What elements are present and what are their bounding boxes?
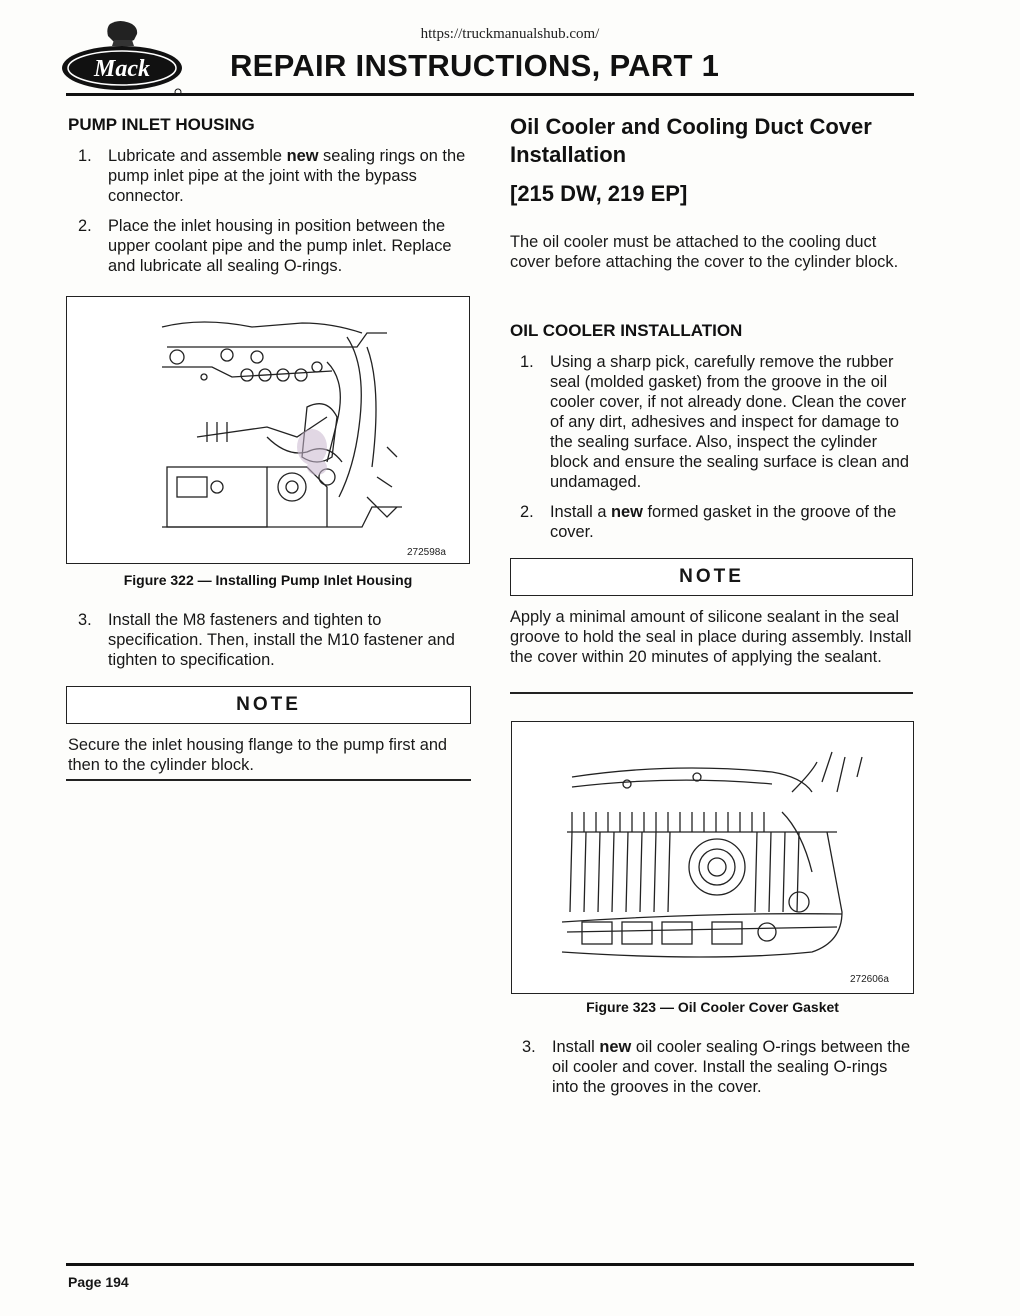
model-list: [215 DW, 219 EP] — [510, 181, 688, 206]
oil-cooler-cover-illustration — [512, 722, 911, 991]
right-step-2: 2. Install a new formed gasket in the groove of the cover. — [520, 503, 897, 541]
right-note-label: NOTE — [510, 558, 913, 596]
left-step-3: 3. Install the M8 fasteners and tighten to specification. Then, install the M10 fastener and tighten to specification. — [78, 611, 455, 669]
left-section-heading: PUMP INLET HOUSING — [68, 115, 255, 134]
step-number: 3. — [78, 611, 92, 629]
left-step-1: 1. Lubricate and assemble new sealing rings on the pump inlet pipe at the joint with the bypass connector. — [78, 147, 466, 205]
header-rule — [66, 93, 914, 96]
right-step-3: 3. Install new oil cooler sealing O-rings between the oil cooler and cover. Install the sealing O-rings into the grooves in the cover. — [522, 1038, 911, 1096]
right-step-3-list — [512, 1037, 916, 1107]
source-url: https://truckmanualshub.com/ — [420, 26, 600, 42]
step-number: 3. — [522, 1038, 536, 1056]
left-steps — [68, 146, 468, 286]
left-step-3-list — [68, 610, 468, 680]
figure-code: 272606a — [850, 974, 889, 985]
step-number: 2. — [78, 217, 92, 235]
right-step-1: 1. Using a sharp pick, carefully remove the rubber seal (molded gasket) from the groove in the oil cooler cover, if not already done. Clean the cover of any dirt, adhesives and inspect for damage to the sealing surface. Also, inspect the cylinder block and ensure the sealing surface is clean and undamaged. — [520, 353, 910, 491]
right-steps — [510, 352, 914, 552]
mack-logo — [60, 18, 185, 96]
right-note-rule — [510, 692, 913, 694]
step-number: 2. — [520, 503, 534, 521]
right-note-text: Apply a minimal amount of silicone sealant in the seal groove to hold the seal in place during assembly. Install the cover within 20 minutes of applying the sealant. — [510, 608, 912, 666]
step-number: 1. — [520, 353, 534, 371]
right-section-title: Oil Cooler and Cooling Duct Cover Installation — [510, 114, 872, 167]
left-note-text: Secure the inlet housing flange to the pump first and then to the cylinder block. — [68, 736, 448, 774]
page-title: REPAIR INSTRUCTIONS, PART 1 — [230, 48, 720, 83]
figure-323-box — [511, 721, 914, 994]
right-intro: The oil cooler must be attached to the cooling duct cover before attaching the cover to the cylinder block. — [510, 233, 899, 271]
figure-code: 272598a — [407, 547, 446, 558]
figure-322-box — [66, 296, 470, 564]
right-section-heading: OIL COOLER INSTALLATION — [510, 321, 743, 340]
figure-323-caption: Figure 323 — Oil Cooler Cover Gasket — [586, 999, 839, 1015]
logo-wordmark: Mack — [94, 56, 150, 82]
page-number: Page 194 — [68, 1274, 129, 1290]
left-step-2: 2. Place the inlet housing in position between the upper coolant pipe and the pump inlet. Replace and lubricate all sealing O-rings. — [78, 217, 452, 275]
left-note-rule — [66, 779, 471, 781]
pump-inlet-housing-illustration — [67, 297, 467, 561]
left-note-label: NOTE — [66, 686, 471, 724]
step-number: 1. — [78, 147, 92, 165]
footer-rule — [66, 1263, 914, 1266]
figure-322-caption: Figure 322 — Installing Pump Inlet Housing — [123, 572, 413, 588]
